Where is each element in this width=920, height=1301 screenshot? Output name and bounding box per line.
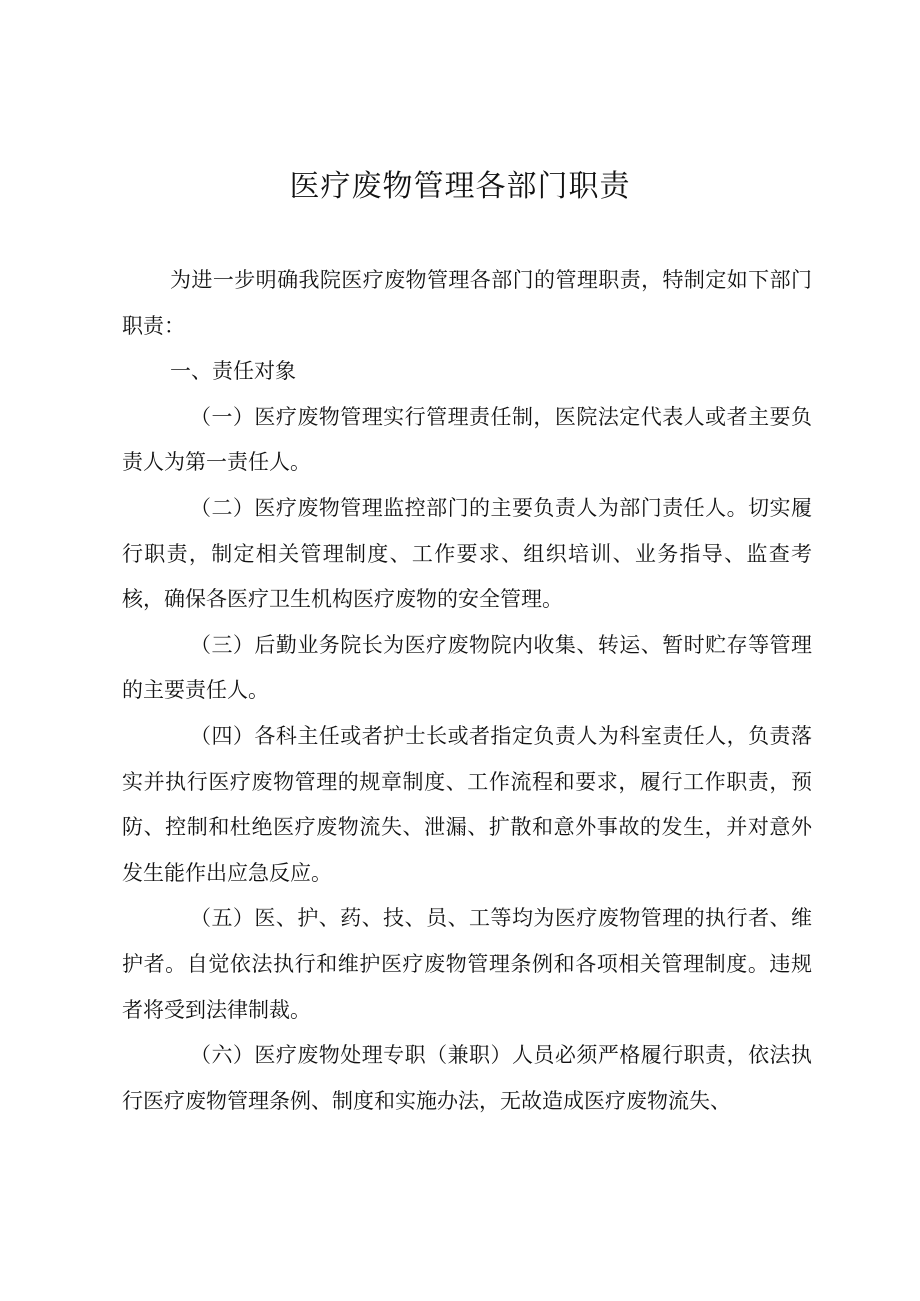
responsibility-item: （一）医疗废物管理实行管理责任制，医院法定代表人或者主要负责人为第一责任人。 (122, 404, 812, 475)
responsibility-item: （二）医疗废物管理监控部门的主要负责人为部门责任人。切实履行职责，制定相关管理制度、工作要求、组织培训、业务指导、监查考核，确保各医疗卫生机构医疗废物的安全管理。 (122, 495, 812, 612)
document-title: 医疗废物管理各部门职责 (289, 169, 631, 204)
responsibility-item: （五）医、护、药、技、员、工等均为医疗废物管理的执行者、维护者。自觉依法执行和维护医疗废物管理条例和各项相关管理制度。违规者将受到法律制裁。 (122, 906, 812, 1022)
intro-paragraph: 为进一步明确我院医疗废物管理各部门的管理职责，特制定如下部门职责： (122, 268, 812, 338)
section-heading: 一、责任对象 (170, 359, 296, 384)
document-body (122, 258, 812, 1124)
responsibility-item: （三）后勤业务院长为医疗废物院内收集、转运、暂时贮存等管理的主要责任人。 (122, 632, 812, 703)
responsibility-item: （六）医疗废物处理专职（兼职）人员必须严格履行职责，依法执行医疗废物管理条例、制度和实施办法，无故造成医疗废物流失、 (122, 1043, 812, 1113)
responsibility-item: （四）各科主任或者护士长或者指定负责人为科室责任人，负责落实并执行医疗废物管理的规章制度、工作流程和要求，履行工作职责，预防、控制和杜绝医疗废物流失、泄漏、扩散和意外事故的发生，并对意外发生能作出应急反应。 (122, 723, 812, 885)
